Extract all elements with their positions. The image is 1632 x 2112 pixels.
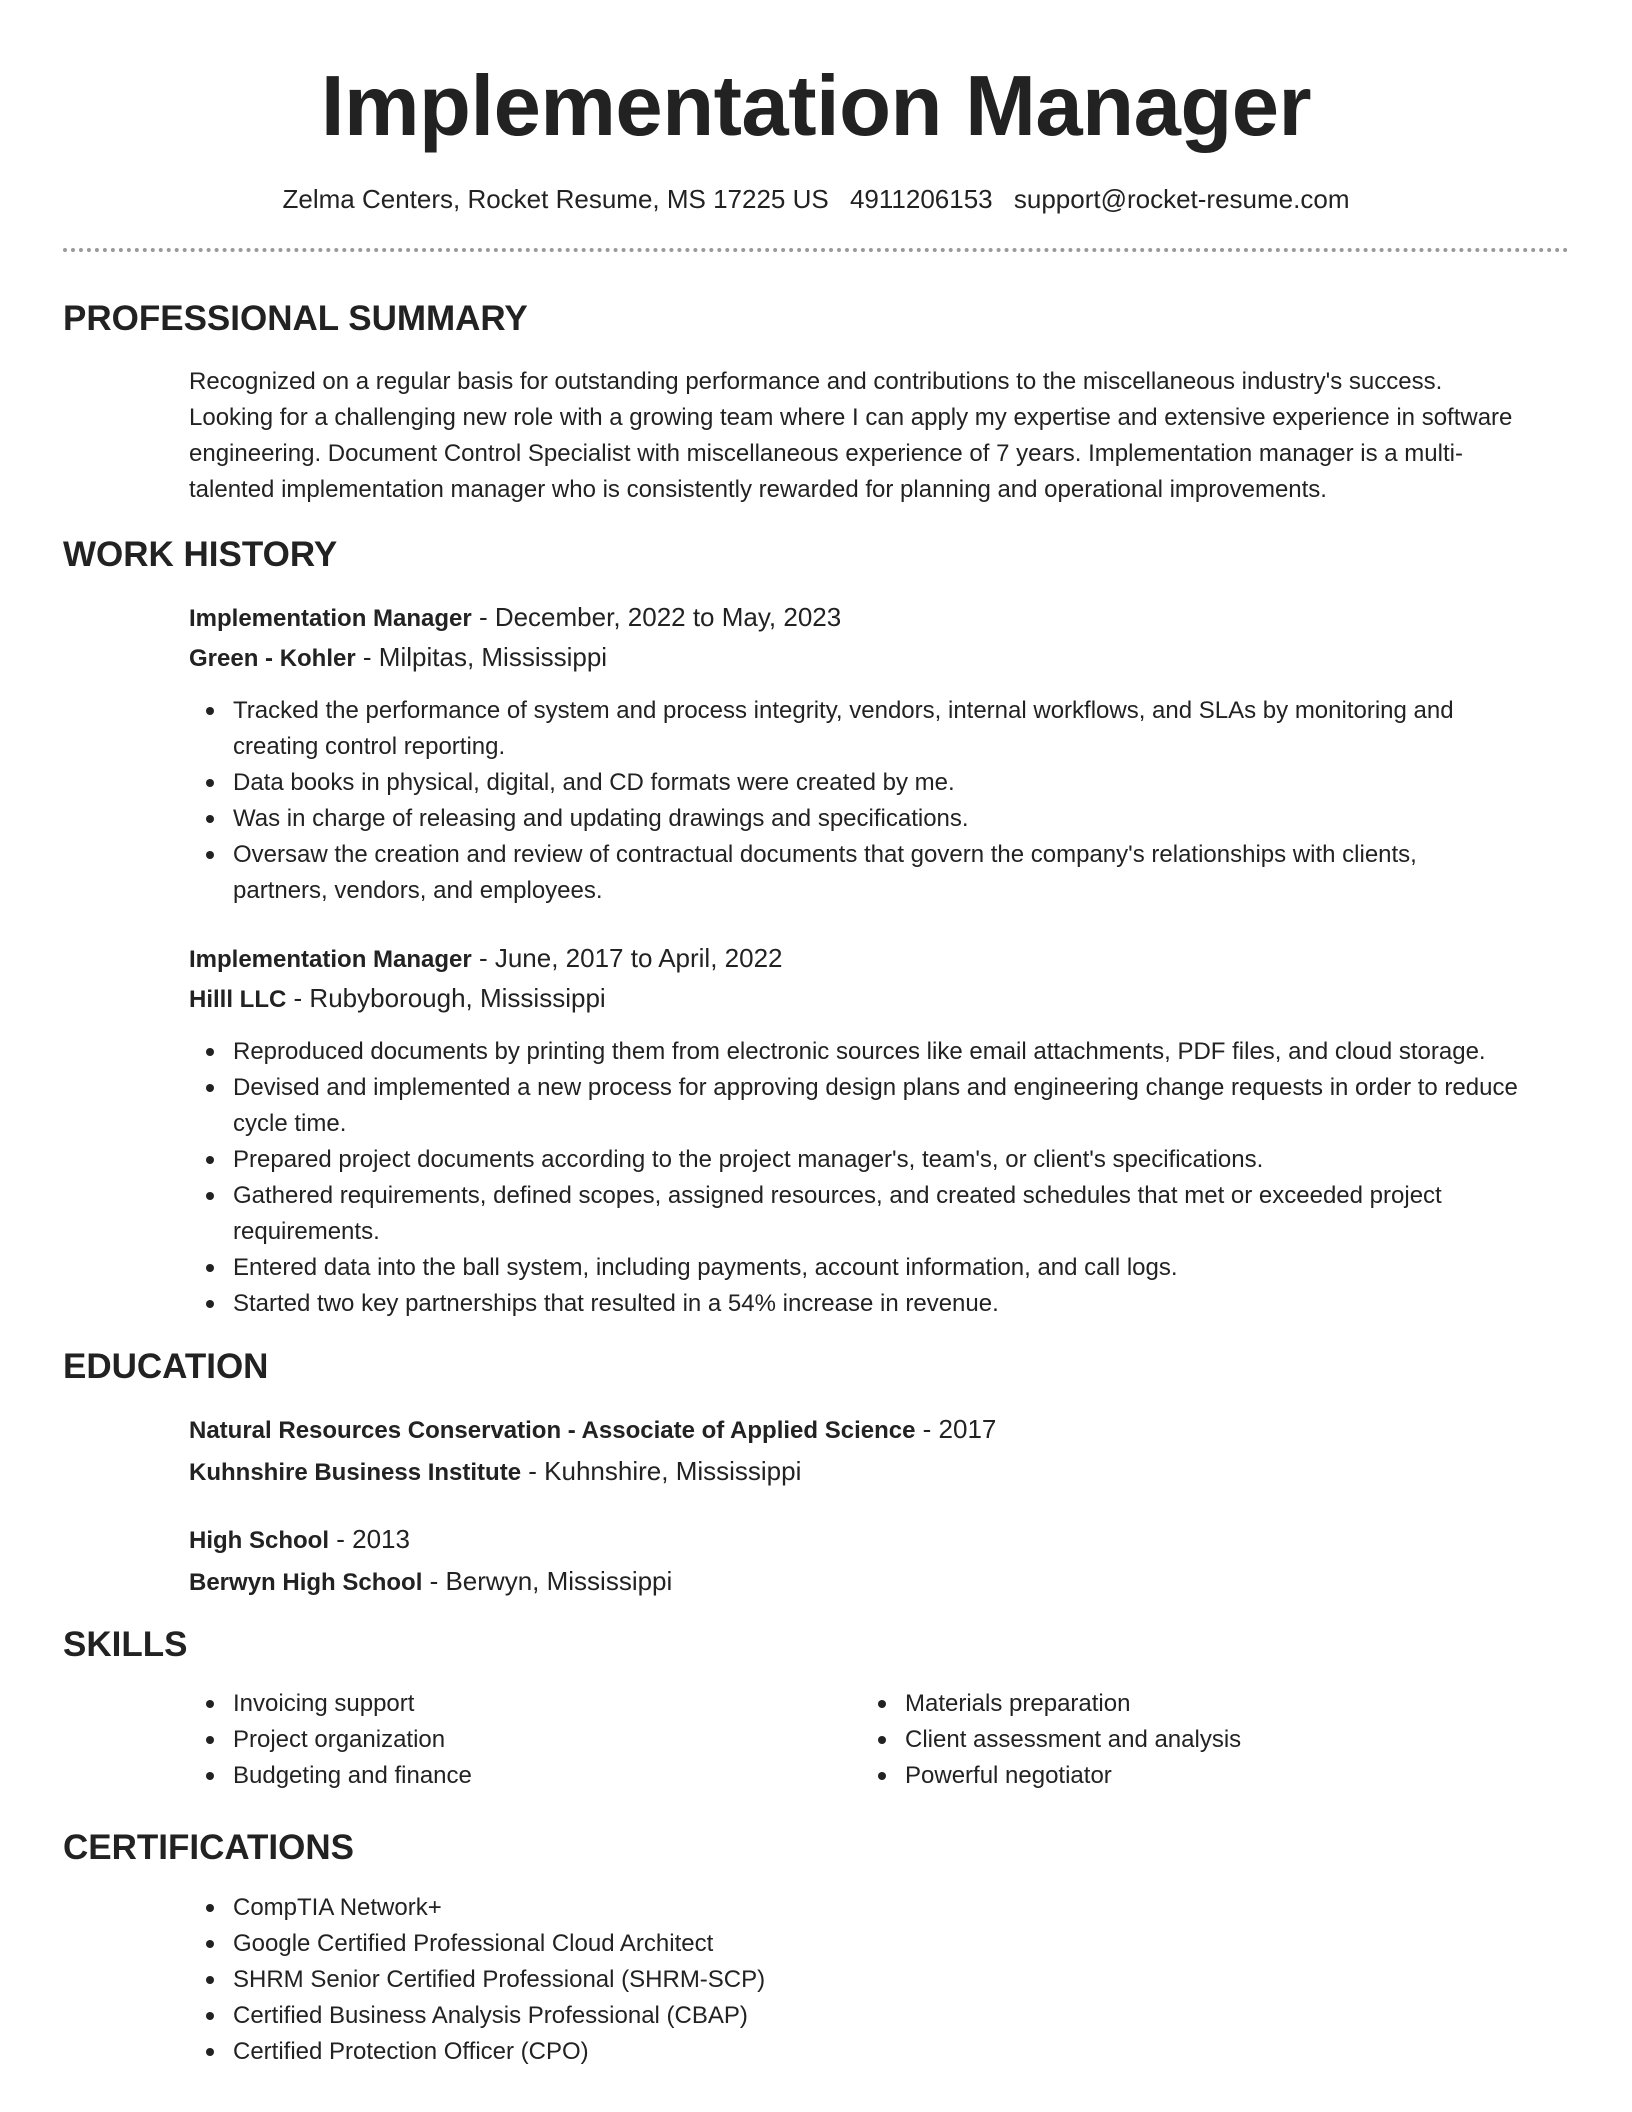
bullet-text: partners, vendors, and employees.: [233, 877, 603, 904]
bullet-text: Was in charge of releasing and updating drawings and specifications.: [233, 805, 969, 832]
contact-line: [0, 179, 1632, 219]
list-item: Powerful negotiator: [905, 1758, 1461, 1794]
school-name: Berwyn High School: [189, 1569, 423, 1596]
bullet-text: Started two key partnerships that resulted in a 54% increase in revenue.: [233, 1290, 999, 1317]
bullet-text: Gathered requirements, defined scopes, assigned resources, and created schedules that met or exceeded project: [233, 1182, 1442, 1209]
bullet-text: requirements.: [233, 1218, 380, 1245]
bullet-text: creating control reporting.: [233, 733, 506, 760]
list-item: [233, 1250, 1569, 1286]
job-dates: - June, 2017 to April, 2022: [471, 943, 783, 973]
summary-line: engineering. Document Control Specialist with miscellaneous experience of 7 years. Implementation manager is a multi-: [189, 440, 1463, 467]
education-entry: [189, 1409, 1569, 1493]
job-company-line: [189, 638, 1569, 678]
summary-heading: PROFESSIONAL SUMMARY: [63, 299, 528, 338]
school-name: Kuhnshire Business Institute: [189, 1459, 522, 1486]
summary-line: Looking for a challenging new role with a growing team where I can apply my expertise and extensive experience in software: [189, 404, 1513, 431]
school-location: - Kuhnshire, Mississippi: [521, 1456, 802, 1486]
certifications-bullets: [189, 1890, 1569, 2070]
bullet-text: Entered data into the ball system, including payments, account information, and call logs.: [233, 1254, 1178, 1281]
contact-email[interactable]: support@rocket-resume.com: [1013, 184, 1350, 214]
list-item: CompTIA Network+: [233, 1890, 1569, 1926]
job-company: Green - Kohler: [189, 645, 356, 672]
bullet-text: Reproduced documents by printing them from electronic sources like email attachments, PDF files, and cloud storage.: [233, 1038, 1486, 1065]
bullet-text: Devised and implemented a new process for approving design plans and engineering change requests in order to reduce: [233, 1074, 1518, 1101]
job-company-line: [189, 979, 1569, 1019]
skills-heading: SKILLS: [63, 1625, 188, 1664]
list-item: [233, 1142, 1569, 1178]
education-entry: [189, 1519, 1569, 1603]
summary-line: Recognized on a regular basis for outstanding performance and contributions to the miscellaneous industry's success.: [189, 368, 1443, 395]
header-divider: [63, 248, 1569, 252]
list-item: Client assessment and analysis: [905, 1722, 1461, 1758]
education-heading: EDUCATION: [63, 1347, 269, 1386]
skills-bullets: [189, 1686, 789, 1794]
job-dates: - December, 2022 to May, 2023: [471, 602, 842, 632]
job-title-line: [189, 598, 1569, 638]
list-item: [233, 1178, 1569, 1250]
contact-address: Zelma Centers, Rocket Resume, MS 17225 US: [282, 184, 829, 214]
list-item: Invoicing support: [233, 1686, 789, 1722]
job-company: Hilll LLC: [189, 986, 287, 1013]
job-role: Implementation Manager: [189, 605, 472, 632]
list-item: Project organization: [233, 1722, 789, 1758]
bullet-text: Prepared project documents according to the project manager's, team's, or client's specifications.: [233, 1146, 1264, 1173]
job-title-line: [189, 939, 1569, 979]
bullet-text: Data books in physical, digital, and CD formats were created by me.: [233, 769, 955, 796]
degree-year: - 2017: [915, 1414, 997, 1444]
degree-name: High School: [189, 1527, 329, 1554]
summary-text: [189, 364, 1569, 508]
job-bullets: [189, 693, 1569, 909]
skills-bullets: [861, 1686, 1461, 1794]
job-entry: [189, 598, 1569, 909]
list-item: Google Certified Professional Cloud Architect: [233, 1926, 1569, 1962]
degree-line: [189, 1519, 1569, 1561]
contact-phone: 4911206153: [849, 184, 993, 214]
certifications-heading: CERTIFICATIONS: [63, 1828, 355, 1867]
list-item: Certified Business Analysis Professional (CBAP): [233, 1998, 1569, 2034]
list-item: Budgeting and finance: [233, 1758, 789, 1794]
degree-name: Natural Resources Conservation - Associate of Applied Science: [189, 1417, 916, 1444]
school-line: [189, 1561, 1569, 1603]
list-item: SHRM Senior Certified Professional (SHRM-SCP): [233, 1962, 1569, 1998]
list-item: [233, 1286, 1569, 1322]
job-location: - Rubyborough, Mississippi: [286, 983, 606, 1013]
job-bullets: [189, 1034, 1569, 1322]
bullet-text: cycle time.: [233, 1110, 347, 1137]
list-item: [233, 693, 1569, 765]
skills-column-left: [189, 1686, 789, 1794]
list-item: [233, 801, 1569, 837]
bullet-text: Tracked the performance of system and process integrity, vendors, internal workflows, and SLAs by monitoring and: [233, 697, 1454, 724]
skills-list: [189, 1686, 1569, 1796]
list-item: Materials preparation: [905, 1686, 1461, 1722]
job-role: Implementation Manager: [189, 946, 472, 973]
certifications-list: [189, 1890, 1569, 2070]
summary-line: talented implementation manager who is consistently rewarded for planning and operational improvements.: [189, 476, 1327, 503]
list-item: [233, 1034, 1569, 1070]
job-entry: [189, 939, 1569, 1322]
list-item: Certified Protection Officer (CPO): [233, 2034, 1569, 2070]
list-item: [233, 837, 1569, 909]
school-line: [189, 1451, 1569, 1493]
degree-line: [189, 1409, 1569, 1451]
candidate-name: Implementation Manager: [320, 59, 1312, 154]
work-history-heading: WORK HISTORY: [63, 535, 338, 574]
degree-year: - 2013: [329, 1524, 410, 1554]
list-item: [233, 1070, 1569, 1142]
list-item: [233, 765, 1569, 801]
skills-column-right: [861, 1686, 1461, 1794]
bullet-text: Oversaw the creation and review of contractual documents that govern the company's relationships with clients,: [233, 841, 1417, 868]
school-location: - Berwyn, Mississippi: [422, 1566, 673, 1596]
job-location: - Milpitas, Mississippi: [355, 642, 608, 672]
